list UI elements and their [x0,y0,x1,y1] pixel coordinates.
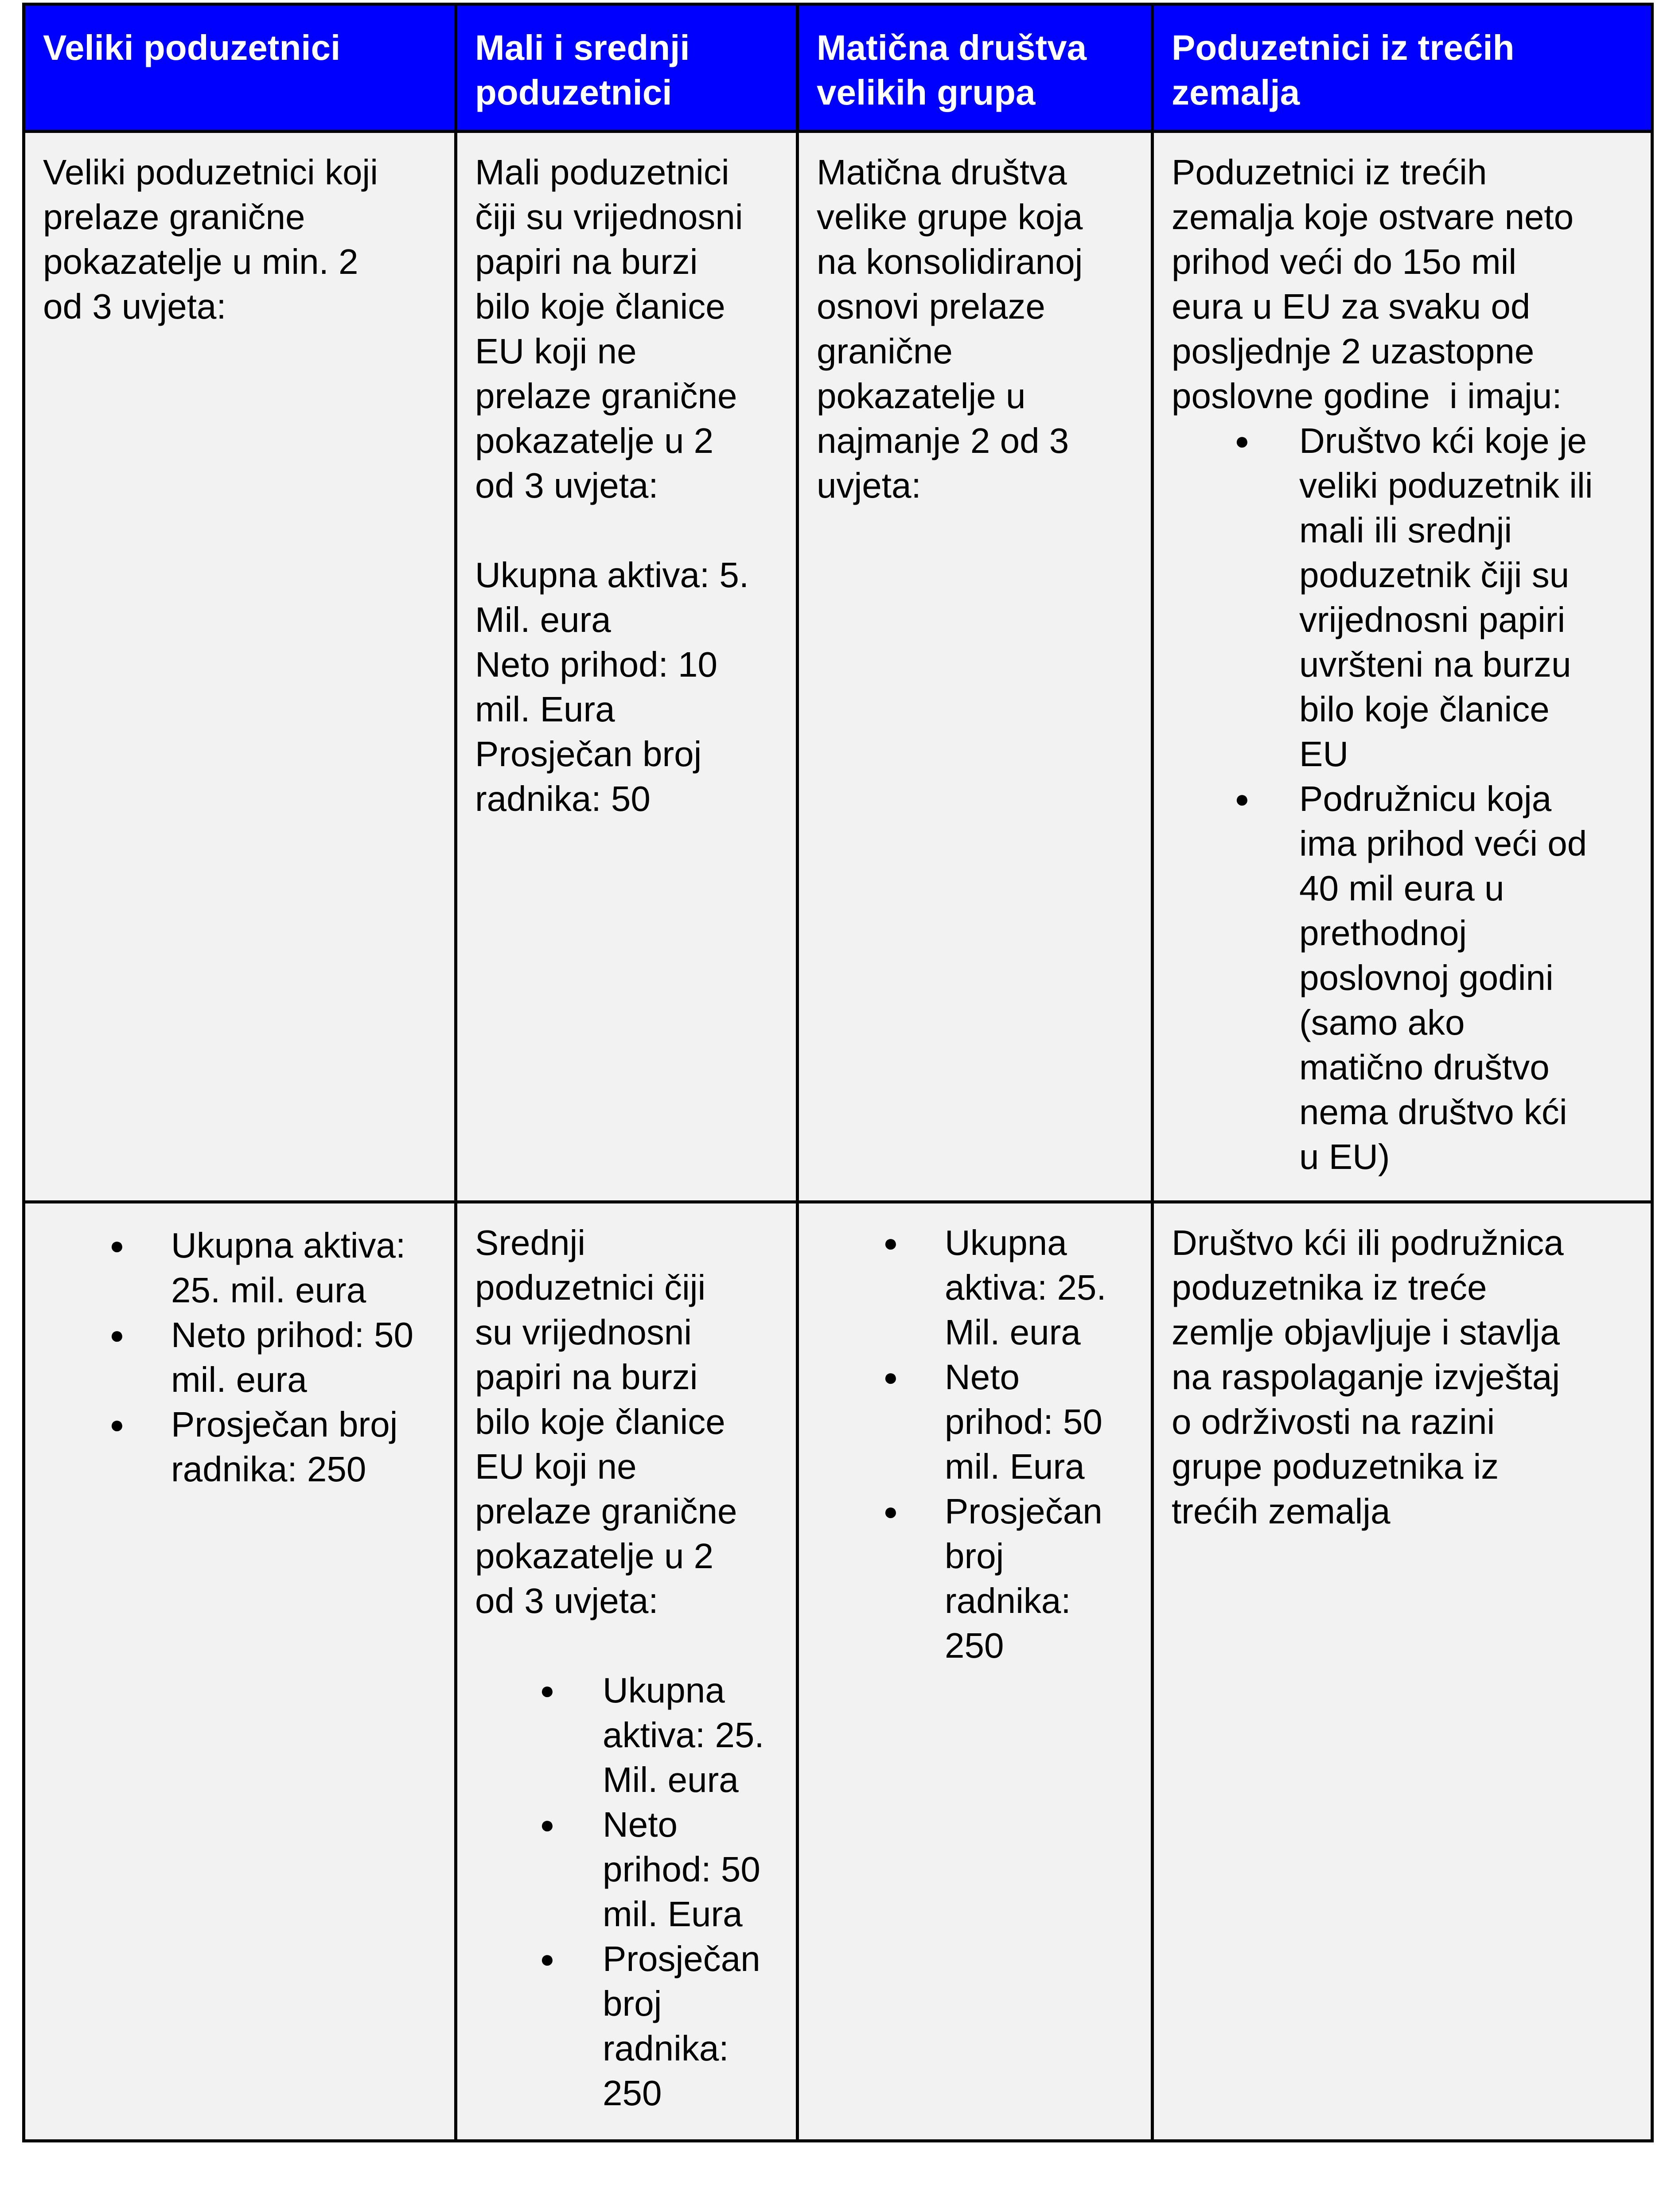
cell-text: Društvo kći ili podružnica [1172,1223,1564,1262]
list-item [817,1220,1137,1355]
bullet-text: bilo koje članice [1299,689,1550,729]
bullet-text: ● Prosječan [945,1492,1102,1531]
cell-text: bilo koje članice [475,1402,725,1441]
comparison-table [22,3,1654,2142]
bullet-text: aktiva: 25. [945,1268,1106,1307]
criteria-text: Mil. eura [475,600,611,639]
list-item [1172,418,1637,776]
bullet-text: 250 [603,2073,662,2113]
bullet-text: EU [1299,734,1349,774]
cell-text: uvjeta: [817,466,921,505]
bullet-text: broj [603,1984,662,2023]
cell-text: pokazatelje u [817,376,1026,416]
bullet-text: Mil. eura [945,1312,1081,1352]
cell-text: od 3 uvjeta: [475,466,658,505]
bullet-text: ● Neto [603,1805,678,1844]
header-text: Mali i srednji [475,28,690,67]
cell-text: poslovne godine i imaju: [1172,376,1562,416]
cell-text: Srednji [475,1223,586,1262]
bullet-text: mil. Eura [603,1894,743,1934]
header-text: zemalja [1172,73,1300,112]
header-large-enterprises [25,6,457,133]
row1-col2-cell [457,133,799,1203]
row1-col1-cell [25,133,457,1203]
cell-text: Veliki poduzetnici koji [43,152,378,192]
bullet-text: ● Prosječan [603,1939,760,1978]
cell-text: prelaze granične [475,376,737,416]
criteria-text: radnika: 50 [475,779,651,818]
bullet-text: broj [945,1536,1004,1576]
criteria-text: Prosječan broj [475,734,702,774]
bullet-text: radnika: 250 [171,1449,366,1489]
list-item [475,1802,783,1936]
criteria-text: Ukupna aktiva: 5. [475,555,749,595]
bullet-text: ● Ukupna [603,1671,725,1710]
bullet-text: 250 [945,1626,1004,1665]
list-item [43,1223,441,1312]
criteria-text: Neto prihod: 10 [475,645,718,684]
bullet-text: ● Ukupna [945,1223,1067,1262]
bullet-text: vrijednosni papiri [1299,600,1566,639]
bullet-text: prethodnoj [1299,913,1467,953]
cell-text: eura u EU za svaku od [1172,287,1531,326]
bullet-text: mali ili srednji [1299,510,1512,550]
bullet-text: ● Podružnicu koja [1299,779,1552,818]
header-text: Matična društva [817,28,1087,67]
cell-text: papiri na burzi [475,1357,698,1397]
cell-text: prelaze granične [475,1492,737,1531]
header-third-country-enterprises [1154,6,1651,133]
bullet-text: poduzetnik čiji su [1299,555,1570,595]
cell-text: prihod veći do 15o mil [1172,242,1517,281]
cell-text: su vrijednosni [475,1312,692,1352]
bullet-text: poslovnoj godini [1299,958,1554,997]
bullet-list [1172,418,1637,1179]
list-item [475,1936,783,2115]
cell-text: osnovi prelaze [817,287,1045,326]
bullet-text: radnika: [945,1581,1071,1620]
bullet-text: radnika: [603,2029,729,2068]
bullet-text: ● Društvo kći koje je [1299,421,1587,460]
bullet-text: veliki poduzetnik ili [1299,466,1593,505]
cell-text: prelaze granične [43,197,305,237]
cell-text: posljednje 2 uzastopne [1172,331,1535,371]
cell-text: Mali poduzetnici [475,152,729,192]
header-text: Veliki poduzetnici [43,28,341,67]
cell-text: Matična društva [817,152,1067,192]
bullet-text: (samo ako [1299,1003,1465,1042]
bullet-text: prihod: 50 [603,1850,760,1889]
bullet-text: 40 mil eura u [1299,868,1504,908]
cell-text: bilo koje članice [475,287,725,326]
list-item [43,1312,441,1402]
bullet-text: uvršteni na burzu [1299,645,1571,684]
bullet-list [43,1223,441,1492]
bullet-text: ● Neto [945,1357,1020,1397]
list-item [475,1668,783,1802]
cell-text: od 3 uvjeta: [475,1581,658,1620]
row2-col1-cell [25,1203,457,2139]
bullet-text: ● Neto prihod: 50 [171,1315,414,1355]
cell-text: trećih zemalja [1172,1492,1391,1531]
cell-text: čiji su vrijednosni [475,197,743,237]
cell-text: na konsolidiranoj [817,242,1083,281]
cell-text: zemlje objavljuje i stavlja [1172,1312,1560,1352]
cell-text: zemalja koje ostvare neto [1172,197,1574,237]
bullet-text: u EU) [1299,1137,1390,1176]
bullet-text: prihod: 50 [945,1402,1102,1441]
list-item [1172,776,1637,1179]
paragraph-gap [475,1623,783,1668]
cell-text: Poduzetnici iz trećih [1172,152,1487,192]
paragraph-gap [475,508,783,553]
criteria-text: mil. Eura [475,689,615,729]
cell-text: najmanje 2 od 3 [817,421,1069,460]
cell-text: od 3 uvjeta: [43,287,226,326]
row2-col3-cell [799,1203,1154,2139]
bullet-text: ima prihod veći od [1299,824,1587,863]
cell-text: poduzetnici čiji [475,1268,706,1307]
cell-text: granične [817,331,953,371]
header-small-medium-enterprises [457,6,799,133]
cell-text: grupe poduzetnika iz [1172,1447,1499,1486]
bullet-text: matično društvo [1299,1048,1550,1087]
header-text: Poduzetnici iz trećih [1172,28,1515,67]
bullet-list [817,1220,1137,1668]
bullet-text: mil. Eura [945,1447,1085,1486]
list-item [43,1402,441,1492]
bullet-text: 25. mil. eura [171,1270,366,1310]
row1-col3-cell [799,133,1154,1203]
bullet-text: aktiva: 25. [603,1715,764,1755]
header-text: velikih grupa [817,73,1036,112]
header-text: poduzetnici [475,73,672,112]
cell-text: poduzetnika iz treće [1172,1268,1487,1307]
bullet-text: nema društvo kći [1299,1092,1567,1132]
cell-text: na raspolaganje izvještaj [1172,1357,1560,1397]
bullet-text: ● Ukupna aktiva: [171,1226,406,1265]
row1-col4-cell [1154,133,1651,1203]
cell-text: o održivosti na razini [1172,1402,1495,1441]
bullet-list [475,1668,783,2115]
cell-text: papiri na burzi [475,242,698,281]
cell-text: EU koji ne [475,331,637,371]
cell-text: EU koji ne [475,1447,637,1486]
cell-text: pokazatelje u 2 [475,421,714,460]
cell-text: pokazatelje u min. 2 [43,242,358,281]
list-item [817,1489,1137,1668]
cell-text: pokazatelje u 2 [475,1536,714,1576]
row2-col2-cell [457,1203,799,2139]
list-item [817,1355,1137,1489]
cell-text: velike grupe koja [817,197,1083,237]
bullet-text: Mil. eura [603,1760,739,1799]
row2-col4-cell [1154,1203,1651,2139]
bullet-text: ● Prosječan broj [171,1405,398,1444]
header-parent-companies [799,6,1154,133]
bullet-text: mil. eura [171,1360,307,1399]
